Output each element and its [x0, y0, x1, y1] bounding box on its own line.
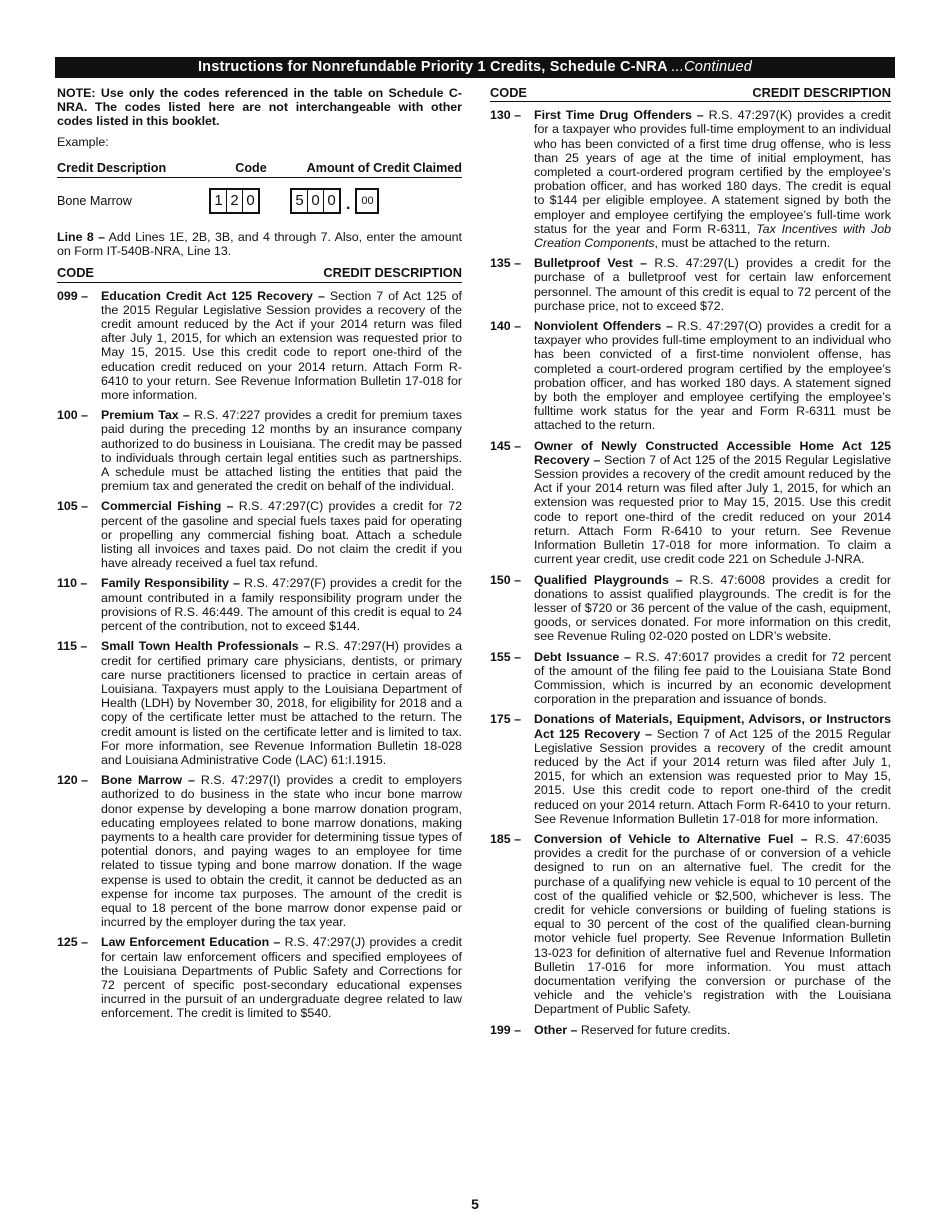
- code-digit: 2: [227, 190, 243, 212]
- note: NOTE: Use only the codes referenced in the table on Schedule C-NRA. The codes listed here are not interchangeable with other codes listed in this booklet.: [57, 86, 462, 129]
- credit-entry-125: 125 – Law Enforcement Education – R.S. 47:297(J) provides a credit for certain law enforcement officers and specified employees of the Louisiana Departments of Public Safety and Corrections for 72 percent of specific post-secondary educational expenses incurred in the pursuit of an undergraduate degree related to law enforcement. The credit is limited to $540.: [57, 935, 462, 1021]
- code-header: CODE: [490, 85, 527, 100]
- code-header: CODE: [57, 265, 94, 281]
- right-column: [490, 86, 891, 1037]
- example-row-description: Bone Marrow: [57, 193, 132, 208]
- description-header: CREDIT DESCRIPTION: [323, 265, 462, 281]
- line-8-instruction: [57, 230, 462, 258]
- credit-entry-175: 175 – Donations of Materials, Equipment, Advisors, or Instructors Act 125 Recovery – Section 7 of Act 125 of the 2015 Regular Legislative Session provides a recovery of the credit amount reduced by the Act if your 2014 return was filed after July 1, 2015, for which an extension was requested prior to May 15, 2015. Use this credit code to report one-third of the credit reduced on your 2014 return. Attach Form R-6410 to your return. See Revenue Information Bulletin 17-018 for more information.: [490, 712, 891, 826]
- credit-entry-145: 145 – Owner of Newly Constructed Accessible Home Act 125 Recovery – Section 7 of Act 125 of the 2015 Regular Legislative Session provides a recovery of the credit amount reduced by the Act if your 2014 return was filed after July 1, 2015, for which an extension was requested prior to May 15, 2015. Use this credit code to report one-third of the credit reduced on your 2014 return. Attach Form R-6410 to your return. See Revenue Information Bulletin 17-018 for more information. To claim a current year credit, use credit code 221 on Schedule J-NRA.: [490, 438, 891, 567]
- decimal-point: .: [346, 195, 351, 213]
- banner-continued: ...Continued: [671, 59, 753, 75]
- credit-entry-135: 135 – Bulletproof Vest – R.S. 47:297(L) provides a credit for the purchase of a bulletproof vest for certain law enforcement personnel. The amount of this credit is equal to 72 percent of the purchase price, not to exceed $72.: [490, 256, 891, 313]
- code-boxes: [209, 188, 260, 214]
- banner-title: Instructions for Nonrefundable Priority 1 Credits, Schedule C-NRA: [197, 59, 672, 75]
- code-table-header: [57, 266, 462, 282]
- example-table: [57, 161, 462, 216]
- page-banner: [55, 57, 895, 78]
- credit-entry-110: 110 – Family Responsibility – R.S. 47:297(F) provides a credit for the amount contributed in a family responsibility program under the provisions of R.S. 46:449. The amount of this credit is equal to 24 percent of the contribution, not to exceed $144.: [57, 576, 463, 634]
- line-8-text: Add Lines 1E, 2B, 3B, and 4 through 7. Also, enter the amount on Form IT-540B-NRA, Line 13.: [57, 230, 462, 259]
- cents-digits: 00: [361, 195, 374, 208]
- line-8-label: Line 8 –: [57, 230, 105, 245]
- description-header: CREDIT DESCRIPTION: [752, 85, 891, 100]
- amount-boxes: [290, 188, 341, 214]
- credit-entry-185: 185 – Conversion of Vehicle to Alternative Fuel – R.S. 47:6035 provides a credit for the purchase of or conversion of a vehicle designed to run on an alternative fuel. The credit for the purchase of a qualifying new vehicle is equal to 10 percent of the cost of the qualified vehicle or $2,500, whichever is less. The credit for vehicle conversions or building of fueling stations is equal to 30 percent of the cost of the qualified clean-burning motor vehicle fuel property. See Revenue Information Bulletin 13-023 for definition of alternative fuel and Revenue Information Bulletin 17-016 for more information. You must attach documentation verifying the conversion or purchase of the vehicle and the vehicle’s registration with the Louisiana Department of Public Safety.: [490, 831, 891, 1017]
- col-code: Code: [235, 160, 267, 175]
- amount-digit: 0: [327, 192, 336, 210]
- credit-entry-120: 120 – Bone Marrow – R.S. 47:297(I) provides a credit to employers authorized to do business in the state who incur bone marrow donor expense by developing a bone marrow donation program, educating employees related to bone marrow donations, making payments to a health care provider for determining tissue types of potential donors, and paying wages to an employee for time related to tissue typing and bone marrow donation. If the wage expense is used to obtain the credit, it cannot be deducted as an expense for income tax purposes. The amount of the credit is equal to 18 percent of the bone marrow donor expense paid or incurred by the employer during the tax year.: [57, 773, 462, 930]
- credit-entry-130: 130 – First Time Drug Offenders – R.S. 47:297(K) provides a credit for a taxpayer who provides full-time employment to an individual who has been convicted of a first time drug offense, who is less than 25 years of age at the time of initial employment, has completed a court-ordered program certified by the employee’s probation officer, and has worked 180 days. The credit is equal to $144 per eligible employee. A statement signed by both the employer and employee certifying the employee’s full-time work status for the year and Form R-6311, Tax Incentives with Job Creation Components, must be attached to the return.: [490, 108, 891, 251]
- credit-entry-115: 115 – Small Town Health Professionals – R.S. 47:297(H) provides a credit for certified primary care physicians, dentists, or primary care nurse practitioners licensed to practice in certain areas of Louisiana. Taxpayers must apply to the Louisiana Department of Health (LDH) by November 30, 2018, for eligibility for 2018 and a copy of the certificate letter must be attached to the return. The credit amount is listed on the certificate letter and is limited to tax. For more information, see Revenue Information Bulletin 18-028 and Louisiana Administrative Code (LAC) 61:I.1915.: [57, 639, 462, 767]
- example-table-header: [57, 161, 462, 178]
- code-digit: 1: [211, 190, 227, 212]
- credit-entry-105: 105 – Commercial Fishing – R.S. 47:297(C) provides a credit for 72 percent of the gasoline and special fuels taxes paid for operating or propelling any commercial fishing boat. Attach a schedule listing all invoices and taxes paid. Do not claim the credit if you have already received a fuel tax refund.: [57, 499, 462, 571]
- example-label: Example:: [57, 134, 109, 149]
- credit-entry-100: 100 – Premium Tax – R.S. 47:227 provides a credit for premium taxes paid during the preceding 12 months by an insurance company authorized to do business in Louisiana. The credit may be passed to individuals through certain legal entities such as partnerships. A schedule must be attached listing the entities that paid the premium tax and generated the credit on behalf of the individual.: [57, 408, 462, 494]
- credit-entry-199: 199 – Other – Reserved for future credits.: [490, 1022, 731, 1037]
- code-digit: 0: [246, 192, 255, 210]
- credit-entry-155: 155 – Debt Issuance – R.S. 47:6017 provides a credit for 72 percent of the amount of the filing fee paid to the Louisiana State Bond Commission, which is incurred by an economic development corporation in the preparation and issuance of bonds.: [490, 649, 891, 707]
- amount-digit: 5: [292, 190, 308, 212]
- credit-entry-150: 150 – Qualified Playgrounds – R.S. 47:6008 provides a credit for donations to assist qualified playgrounds. The credit is for the lesser of $720 or 36 percent of the value of the cash, equipment, goods, or services donated. For more information on this credit, see Revenue Ruling 02-020 posted on LDR’s website.: [490, 572, 891, 644]
- amount-digit: 0: [308, 190, 324, 212]
- code-table-header-right: [490, 86, 891, 102]
- page-number: 5: [471, 1196, 479, 1212]
- cents-box: [355, 188, 379, 214]
- example-row: [57, 186, 462, 216]
- credit-entry-140: 140 – Nonviolent Offenders – R.S. 47:297(O) provides a credit for a taxpayer who provides full-time employment to an individual who has been convicted of a first-time nonviolent offense, has completed a court-ordered program certified by the employee’s probation officer, and has worked 180 days. A statement signed by both the employer and employee certifying the employee’s fulltime work status for the year and Form R-6311 must be attached to the return.: [490, 319, 892, 433]
- col-amount: Amount of Credit Claimed: [306, 160, 462, 175]
- col-credit-description: Credit Description: [57, 160, 167, 175]
- left-column: [57, 86, 462, 1021]
- credit-entry-099: 099 – Education Credit Act 125 Recovery – Section 7 of Act 125 of the 2015 Regular Legislative Session provides a recovery of the credit amount reduced by the Act if your 2014 return was filed after July 1, 2015, for which an extension was requested prior to May 15, 2015. Use this credit code to report one-third of the education credit reduced on your 2014 return. Attach Form R-6410 to your return. See Revenue Information Bulletin 17-018 for more information.: [57, 288, 462, 403]
